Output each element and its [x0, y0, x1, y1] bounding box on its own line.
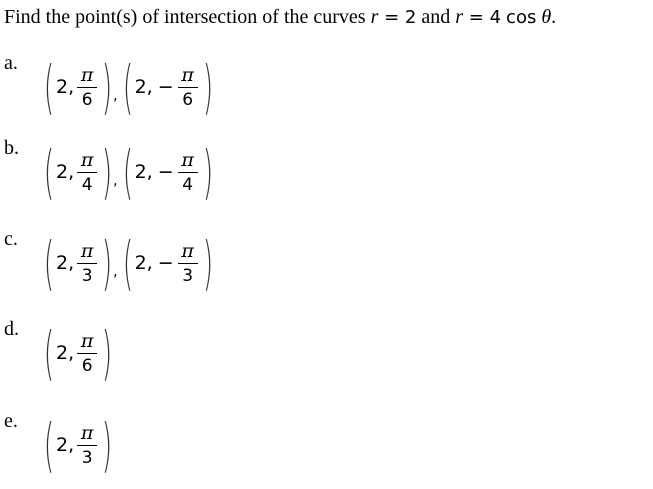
- fraction-numerator: π: [181, 148, 194, 171]
- choice-letter: b.: [4, 137, 19, 159]
- r-variable-1: r: [370, 6, 379, 28]
- polar-point: [40, 229, 113, 297]
- fraction-denominator: 3: [81, 265, 93, 286]
- choice-letter: a.: [4, 52, 18, 74]
- point-radius: 2,: [56, 342, 75, 364]
- close-paren: ): [101, 229, 113, 297]
- close-paren: ): [101, 53, 113, 121]
- fraction-denominator: 6: [182, 89, 194, 110]
- polar-point: [119, 229, 213, 297]
- fraction-bar: [178, 87, 198, 88]
- fraction-denominator: 3: [81, 447, 93, 468]
- answer-choice-d[interactable]: [4, 318, 644, 388]
- fraction-bar: [77, 445, 97, 446]
- open-paren: (: [43, 411, 55, 479]
- fraction-denominator: 4: [182, 174, 194, 195]
- fraction-numerator: π: [80, 148, 94, 171]
- fraction-denominator: 3: [182, 265, 194, 286]
- fraction-numerator: π: [181, 239, 194, 262]
- fraction-numerator: π: [181, 63, 194, 86]
- close-paren: ): [101, 411, 113, 479]
- fraction-bar: [77, 263, 97, 264]
- r-equation-1: = 2: [378, 7, 417, 28]
- fraction-bar: [77, 87, 97, 88]
- r-equation-2: = 4: [463, 7, 502, 28]
- close-paren: ): [101, 319, 113, 387]
- polar-point: [40, 319, 113, 387]
- fraction-bar: [77, 353, 97, 354]
- fraction-denominator: 6: [81, 89, 93, 110]
- answer-choice-b[interactable]: [4, 137, 644, 207]
- point-radius: 2,: [134, 161, 153, 183]
- open-paren: (: [122, 229, 133, 297]
- choice-letter: c.: [4, 228, 18, 250]
- polar-point: [40, 411, 113, 479]
- angle-fraction: [77, 150, 97, 195]
- close-paren: ): [101, 138, 113, 206]
- question-text: [4, 4, 556, 31]
- point-separator: ,: [113, 264, 118, 280]
- question-and: and: [416, 6, 456, 28]
- fraction-numerator: π: [80, 239, 94, 262]
- polar-point: [119, 138, 213, 206]
- open-paren: (: [43, 53, 55, 121]
- point-radius: 2,: [134, 252, 153, 274]
- open-paren: (: [43, 229, 55, 297]
- point-radius: 2,: [56, 161, 75, 183]
- answer-choice-c[interactable]: [4, 228, 644, 298]
- answer-choice-e[interactable]: [4, 410, 644, 480]
- fraction-numerator: π: [80, 329, 94, 352]
- polar-point: [119, 53, 213, 121]
- fraction-bar: [77, 172, 97, 173]
- fraction-bar: [178, 172, 198, 173]
- fraction-bar: [178, 263, 198, 264]
- choice-points: [40, 410, 112, 480]
- fraction-numerator: π: [80, 421, 94, 444]
- point-radius: 2,: [134, 76, 153, 98]
- question-end: .: [551, 6, 557, 28]
- minus-sign: −: [157, 161, 174, 183]
- fraction-denominator: 4: [81, 174, 93, 195]
- open-paren: (: [43, 138, 55, 206]
- angle-fraction: [77, 423, 97, 468]
- point-separator: ,: [113, 88, 118, 104]
- close-paren: ): [202, 138, 213, 206]
- angle-fraction: [178, 65, 198, 110]
- question-prefix: Find the point(s) of intersection of the curves: [4, 6, 371, 28]
- r-variable-2: r: [455, 6, 464, 28]
- fraction-denominator: 6: [81, 355, 93, 376]
- choice-points: [40, 137, 213, 207]
- choice-letter: d.: [4, 318, 19, 340]
- choice-points: [40, 52, 213, 122]
- close-paren: ): [202, 53, 213, 121]
- minus-sign: −: [157, 76, 174, 98]
- point-radius: 2,: [56, 76, 75, 98]
- angle-fraction: [178, 241, 198, 286]
- polar-point: [40, 138, 113, 206]
- point-separator: ,: [113, 173, 118, 189]
- angle-fraction: [77, 331, 97, 376]
- angle-fraction: [77, 241, 97, 286]
- open-paren: (: [43, 319, 55, 387]
- fraction-numerator: π: [80, 63, 94, 86]
- open-paren: (: [122, 53, 133, 121]
- choice-points: [40, 318, 112, 388]
- angle-fraction: [77, 65, 97, 110]
- open-paren: (: [122, 138, 133, 206]
- point-radius: 2,: [56, 252, 75, 274]
- close-paren: ): [202, 229, 213, 297]
- choice-points: [40, 228, 213, 298]
- polar-point: [40, 53, 113, 121]
- choice-letter: e.: [4, 410, 18, 432]
- theta-variable: θ: [541, 6, 552, 28]
- point-radius: 2,: [56, 434, 75, 456]
- angle-fraction: [178, 150, 198, 195]
- cos-function: cos: [506, 7, 537, 28]
- answer-choice-a[interactable]: [4, 52, 644, 122]
- minus-sign: −: [157, 252, 174, 274]
